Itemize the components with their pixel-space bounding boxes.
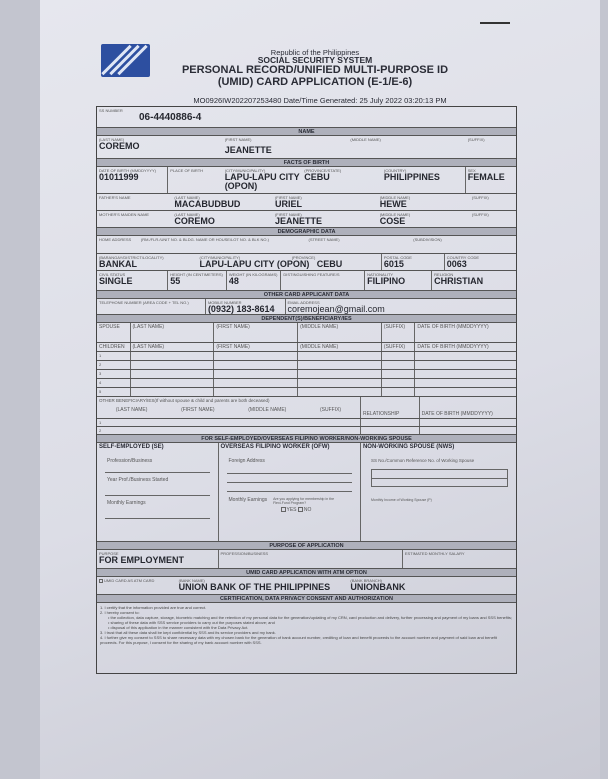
row-number: 1 — [99, 353, 102, 358]
label: CHILDREN — [99, 344, 125, 350]
foreign-address-field[interactable] — [227, 491, 352, 492]
country-code: 0063 — [446, 259, 467, 269]
label: (LAST NAME) — [115, 407, 148, 413]
label: HEIGHT (IN CENTIMETERS) — [170, 272, 223, 277]
label: YES — [286, 507, 297, 513]
section-other: OTHER CARD APPLICANT DATA — [97, 291, 516, 299]
section-self-employed: FOR SELF-EMPLOYED/OVERSEAS FILIPINO WORKER/NON-WORKING SPOUSE — [97, 435, 516, 443]
label: (BANK BRANCH) — [350, 578, 382, 583]
cert-item: • disposal of this application in the manner consistent with the Data Privacy Act. — [108, 625, 249, 630]
label: NATIONALITY — [367, 272, 394, 277]
label: (SUFFIX) — [467, 137, 485, 142]
row-number: 2 — [99, 362, 102, 367]
label: (FIRST NAME) — [181, 407, 215, 413]
yes-checkbox[interactable] — [281, 507, 286, 512]
bank-branch: UNIONBANK — [350, 582, 406, 592]
label: MOBILE NUMBER — [207, 300, 242, 305]
label: TELEPHONE NUMBER (AREA CODE + TEL NO.) — [99, 300, 189, 305]
label: FATHER'S NAME — [99, 195, 131, 200]
section-demographic: DEMOGRAPHIC DATA — [97, 228, 516, 236]
row-number: 2 — [99, 428, 102, 433]
label: DATE OF BIRTH (MMDDYYYY) — [417, 344, 489, 350]
label: (MIDDLE NAME) — [300, 324, 339, 330]
section-purpose: PURPOSE OF APPLICATION — [97, 542, 516, 550]
label: Year Prof./Business Started — [107, 477, 169, 483]
father-middle: HEWE — [379, 199, 407, 209]
ofw-heading: OVERSEAS FILIPINO WORKER (OFW) — [220, 444, 330, 450]
label: (SUFFIX) — [383, 324, 406, 330]
label: CIVIL STATUS — [99, 272, 126, 277]
province: CEBU — [316, 259, 343, 269]
email: coremojean@gmail.com — [287, 304, 385, 314]
row-number: 3 — [99, 371, 102, 376]
agency-name: SOCIAL SECURITY SYSTEM — [257, 55, 373, 65]
label: DATE OF BIRTH (MMDDYYYY) — [417, 324, 489, 330]
city: LAPU-LAPU CITY (OPON) — [199, 259, 310, 269]
cert-item: 2. I hereby consent to: — [100, 610, 140, 615]
row-number: 1 — [99, 420, 102, 425]
label: SPOUSE — [99, 324, 120, 330]
barangay: BANKAL — [99, 259, 137, 269]
section-dependents: DEPENDENT(S)/BENEFICIARY/IES — [97, 315, 516, 323]
label: (LAST NAME) — [174, 212, 200, 217]
mobile-number: (0932) 183-8614 — [207, 304, 275, 314]
label: MOTHER'S MAIDEN NAME — [99, 212, 150, 217]
label: (LAST NAME) — [132, 344, 165, 350]
year-field[interactable] — [105, 495, 210, 496]
label: RELATIONSHIP — [362, 411, 400, 417]
form-title: PERSONAL RECORD/UNIFIED MULTI-PURPOSE ID — [181, 64, 449, 76]
label: HOME ADDRESS — [99, 237, 132, 242]
purpose: FOR EMPLOYMENT — [99, 555, 184, 565]
label: (SUBDIVISION) — [413, 237, 442, 242]
no-checkbox[interactable] — [298, 507, 303, 512]
mother-middle: COSE — [379, 216, 406, 226]
label: (PROVINCE) — [291, 255, 316, 260]
child-row — [97, 352, 516, 361]
label: (MIDDLE NAME) — [379, 195, 411, 200]
label: SS NUMBER — [99, 108, 123, 113]
child-row — [97, 370, 516, 379]
section-certification: CERTIFICATION, DATA PRIVACY CONSENT AND AUTHORIZATION — [97, 595, 516, 603]
child-row — [97, 388, 516, 397]
label: PLACE OF BIRTH — [170, 168, 204, 173]
nws-heading: NON-WORKING SPOUSE (NWS) — [362, 444, 455, 450]
section-umid: UMID CARD APPLICATION WITH ATM OPTION — [97, 569, 516, 577]
label: (SUFFIX) — [471, 212, 489, 217]
cert-item: 1. I certify that the information provided are true and correct. — [100, 605, 207, 610]
weight: 48 — [228, 276, 239, 286]
label: Foreign Address — [228, 458, 265, 464]
label: RELIGION — [434, 272, 454, 277]
umid-form — [96, 106, 517, 674]
label: (MIDDLE NAME) — [248, 407, 287, 413]
label: NO — [303, 507, 312, 513]
label: COUNTRY CODE — [446, 255, 480, 260]
birth-province: CEBU — [304, 172, 330, 182]
label: Monthly Earnings — [107, 500, 146, 506]
father-last: MACABUDBUD — [174, 199, 241, 209]
pen-mark — [480, 22, 510, 24]
label: (LAST NAME) — [174, 195, 200, 200]
label: (CITY/MUNICIPALITY) — [199, 255, 241, 260]
label: SEX — [467, 168, 476, 173]
spouse-ss-field[interactable] — [371, 469, 508, 487]
sss-logo — [101, 44, 150, 77]
first-name: JEANETTE — [224, 145, 272, 155]
label: WEIGHT (IN KILOGRAMS) — [228, 272, 278, 277]
label: (STREET NAME) — [308, 237, 340, 242]
foreign-address-field[interactable] — [227, 473, 352, 474]
label: (FIRST NAME) — [274, 212, 302, 217]
label: (MIDDLE NAME) — [300, 344, 339, 350]
label: (SUFFIX) — [383, 344, 406, 350]
date-of-birth: 01011999 — [99, 172, 139, 182]
label: DISTINGUISHING FEATURE/S — [283, 272, 340, 277]
label: Profession/Business — [107, 458, 153, 464]
mother-last: COREMO — [174, 216, 215, 226]
ss-number: 06-4440886-4 — [139, 112, 202, 123]
cert-item: • the collection, data capture, storage, biometric matching and the retention of my personal data for the generation/updating of my CRN, card production and delivery, further processing and payment of my loans and SSS benefits; — [108, 615, 512, 620]
row-number: 4 — [99, 380, 102, 385]
father-first: URIEL — [274, 199, 302, 209]
height: 55 — [170, 276, 181, 286]
control-number: MO0926IW202207253480 Date/Time Generated: 25 July 2022 03:20:13 PM — [193, 96, 447, 105]
label: (BANK NAME) — [178, 578, 205, 583]
child-row — [97, 379, 516, 388]
label: (LAST NAME) — [99, 137, 125, 142]
label: Monthly Income of Working Spouse (P) — [370, 498, 432, 502]
certification-text — [97, 603, 516, 673]
label: (RM./FLR./UNIT NO. & BLDG. NAME OR HOUSE/LOT NO. & BLK NO.) — [140, 237, 269, 242]
label: (MIDDLE NAME) — [350, 137, 381, 142]
label: (PROVINCE/STATE) — [304, 168, 342, 173]
se-heading: SELF-EMPLOYED (SE) — [99, 444, 164, 450]
postal-code: 6015 — [383, 259, 404, 269]
label: DATE OF BIRTH (MMDDYYYY) — [99, 168, 156, 173]
foreign-address-field[interactable] — [227, 482, 352, 483]
section-name: NAME — [97, 128, 516, 136]
label: PURPOSE — [99, 551, 119, 556]
label: (FIRST NAME) — [216, 344, 250, 350]
label: (BARANGAY/DISTRICT/LOCALITY) — [99, 255, 164, 260]
label: (MIDDLE NAME) — [379, 212, 411, 217]
birth-country: PHILIPPINES — [383, 172, 440, 182]
form-subtitle: (UMID) CARD APPLICATION (E-1/E-6) — [217, 76, 413, 88]
label: (COUNTRY) — [383, 168, 407, 173]
label: (CITY/MUNICIPALITY) — [224, 168, 266, 173]
civil-status: SINGLE — [99, 276, 133, 286]
birth-city: LAPU-LAPU CITY (OPON) — [224, 172, 300, 191]
atm-checkbox[interactable] — [99, 579, 103, 583]
label: POSTAL CODE — [383, 255, 412, 260]
label: (SUFFIX) — [471, 195, 489, 200]
cert-item: • sharing of these data with SSS service providers to carry out the purposes stated above; and — [108, 620, 275, 625]
republic-line: Republic of the Philippines — [270, 48, 360, 57]
label: (FIRST NAME) — [216, 324, 250, 330]
label: Are you applying for membership in the Flexi-Fund Program? — [273, 497, 335, 505]
label: (FIRST NAME) — [224, 137, 252, 142]
label: (FIRST NAME) — [274, 195, 302, 200]
bank-name: UNION BANK OF THE PHILIPPINES — [178, 582, 331, 592]
label: PROFESSION/BUSINESS — [220, 551, 269, 556]
mother-first: JEANETTE — [274, 216, 322, 226]
earnings-field[interactable] — [105, 518, 210, 519]
label: ESTIMATED MONTHLY SALARY — [404, 551, 465, 556]
cert-item: 3. I trust that all these data shall be kept confidential by SSS and its service providers and my bank. — [100, 630, 276, 635]
child-row — [97, 361, 516, 370]
sex: FEMALE — [467, 172, 505, 182]
label: OTHER BENEFICIARY/IES(If without spouse & child and parents are both deceased) — [99, 398, 270, 403]
religion: CHRISTIAN — [434, 276, 484, 286]
section-birth: FACTS OF BIRTH — [97, 159, 516, 167]
cert-item: 4. I further give my consent to SSS to share necessary data with my chosen bank for the generation of bank account number, crediting of loan and benefit proceeds to the account number and payment of said loan and benefit proceeds. For this purpose, I consent for the sharing of my bank account number with SSS. — [100, 635, 497, 645]
label: (LAST NAME) — [132, 324, 165, 330]
label: (SUFFIX) — [319, 407, 342, 413]
profession-field[interactable] — [105, 472, 210, 473]
nationality: FILIPINO — [367, 276, 406, 286]
label: DATE OF BIRTH (MMDDYYYY) — [421, 411, 493, 417]
label: SS No./Common Reference No. of Working Spouse — [370, 458, 475, 463]
label: Monthly Earnings — [228, 497, 268, 503]
last-name: COREMO — [99, 141, 140, 151]
row-number: 5 — [99, 389, 102, 394]
label: UMID CARD AS ATM CARD — [104, 578, 155, 583]
label: EMAIL ADDRESS — [287, 300, 320, 305]
